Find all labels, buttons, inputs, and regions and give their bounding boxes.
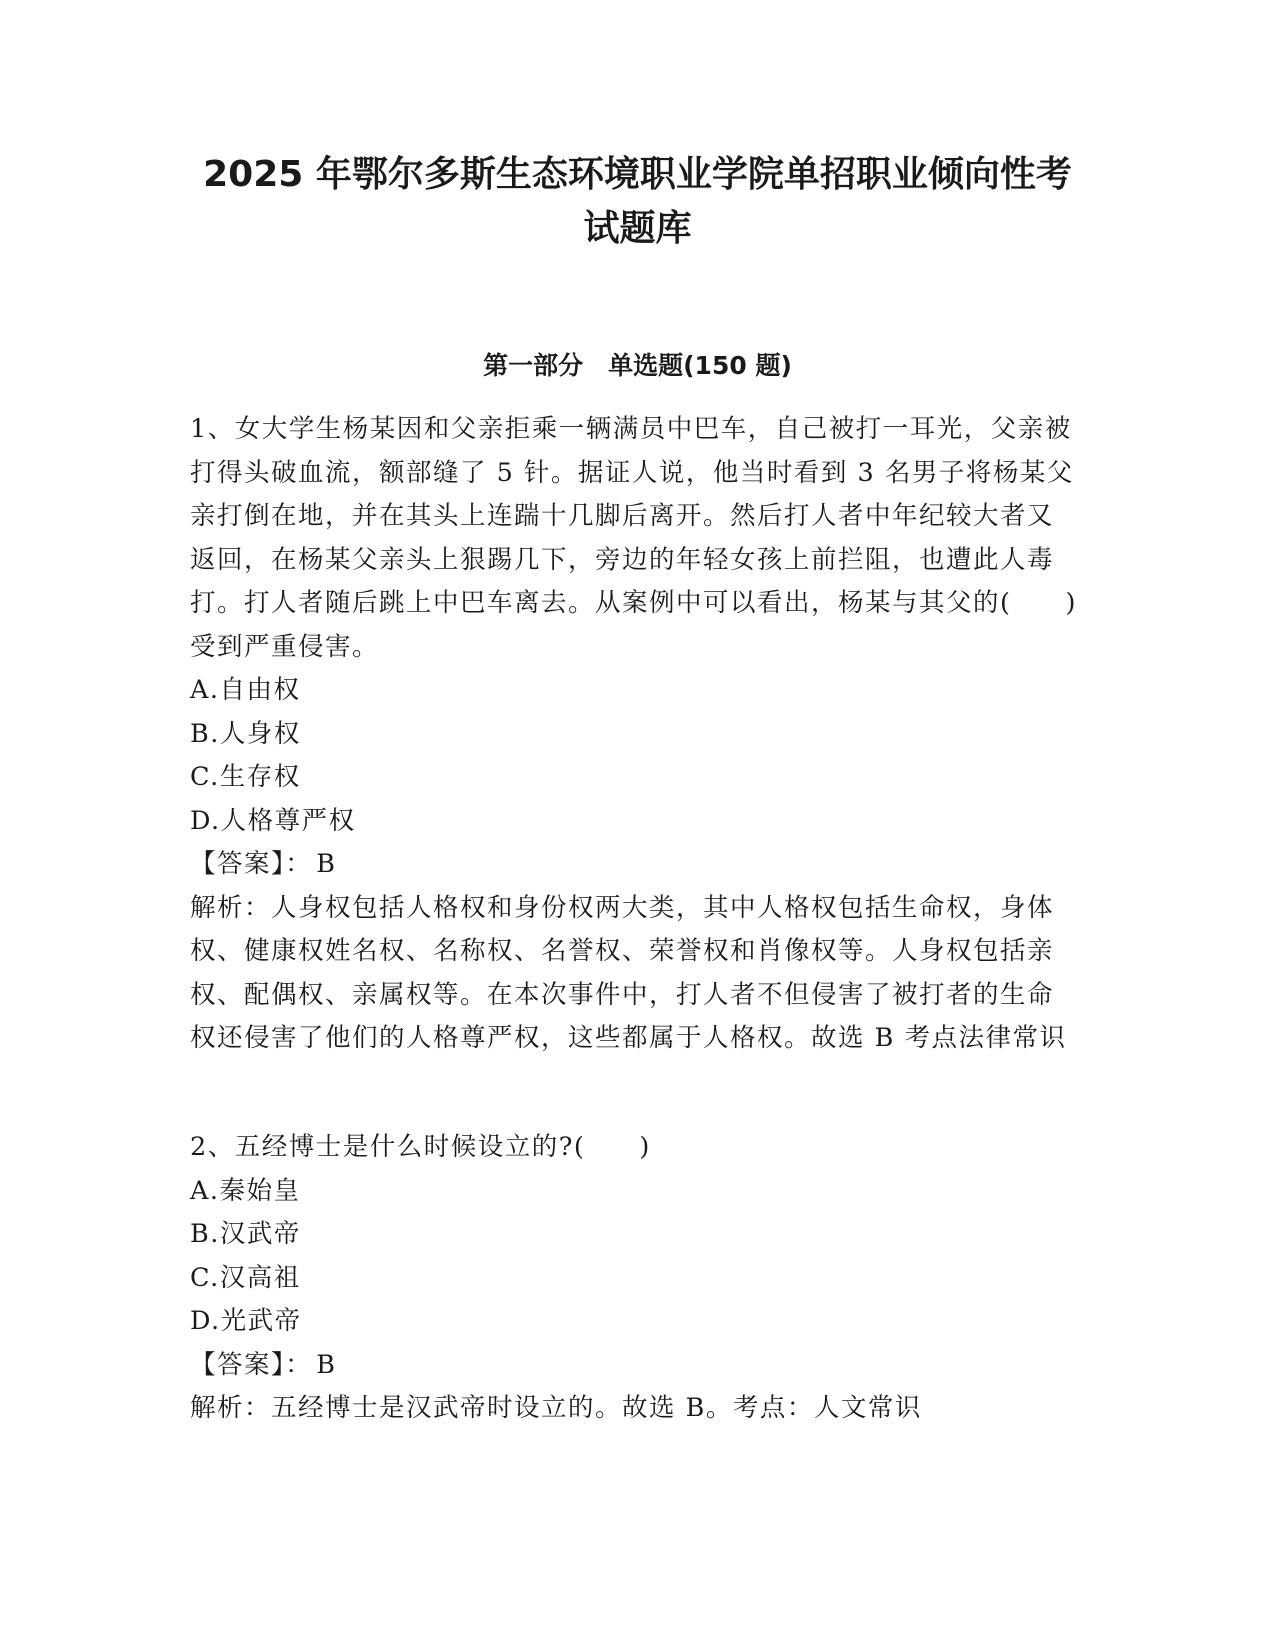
option-a: A.秦始皇 <box>190 1175 301 1206</box>
answer-value: B <box>316 849 337 879</box>
analysis-text: 解析：人身权包括人格权和身份权两大类，其中人格权包括生命权，身体权、健康权姓名权、名称权、名誉权、荣誉权和肖像权等。人身权包括亲权、配偶权、亲属权等。在本次事件中，打人者不但侵害了被打者的生命权还侵害了他们的人格尊严权，这些都属于人格权。故选 B 考点法律常识 <box>190 892 1067 1053</box>
option-c: C.汉高祖 <box>190 1262 301 1293</box>
option-d: D.光武帝 <box>190 1306 302 1336</box>
option-d: D.人格尊严权 <box>190 805 356 836</box>
question-stem: 2、五经博士是什么时候设立的?( ) <box>190 1132 651 1162</box>
option-c: C.生存权 <box>190 762 301 792</box>
document-title-line-1: 2025 年鄂尔多斯生态环境职业学院单招职业倾向性考 <box>203 154 1072 195</box>
answer-value: B <box>316 1349 337 1380</box>
answer-line <box>190 1344 1080 1388</box>
answer-label: 【答案】： <box>190 849 313 879</box>
document-title-line-2: 试题库 <box>583 208 692 249</box>
question-2 <box>190 1126 1080 1431</box>
option-b: B.人身权 <box>190 718 301 749</box>
option-b: B.汉武帝 <box>190 1219 301 1249</box>
question-1 <box>190 408 1080 1061</box>
option-a: A.自由权 <box>190 675 301 705</box>
analysis-text: 解析：五经博士是汉武帝时设立的。故选 B。考点：人文常识 <box>190 1393 922 1423</box>
question-stem: 1、女大学生杨某因和父亲拒乘一辆满员中巴车，自己被打一耳光，父亲被打得头破血流，额部缝了 5 针。据证人说，他当时看到 3 名男子将杨某父亲打倒在地，并在其头上连踹十几脚后离开。然后打人者中年纪较大者又返回，在杨某父亲头上狠踢几下，旁边的年轻女孩上前拦阻，也遭此人毒打。打人者随后跳上中巴车离去。从案例中可以看出，杨某与其父的( )受到严重侵害。 <box>190 414 1077 662</box>
answer-label: 【答案】： <box>190 1349 313 1380</box>
document-title <box>0 148 1275 256</box>
answer-line <box>190 843 1080 887</box>
section-heading: 第一部分 单选题(150 题) <box>483 351 792 380</box>
